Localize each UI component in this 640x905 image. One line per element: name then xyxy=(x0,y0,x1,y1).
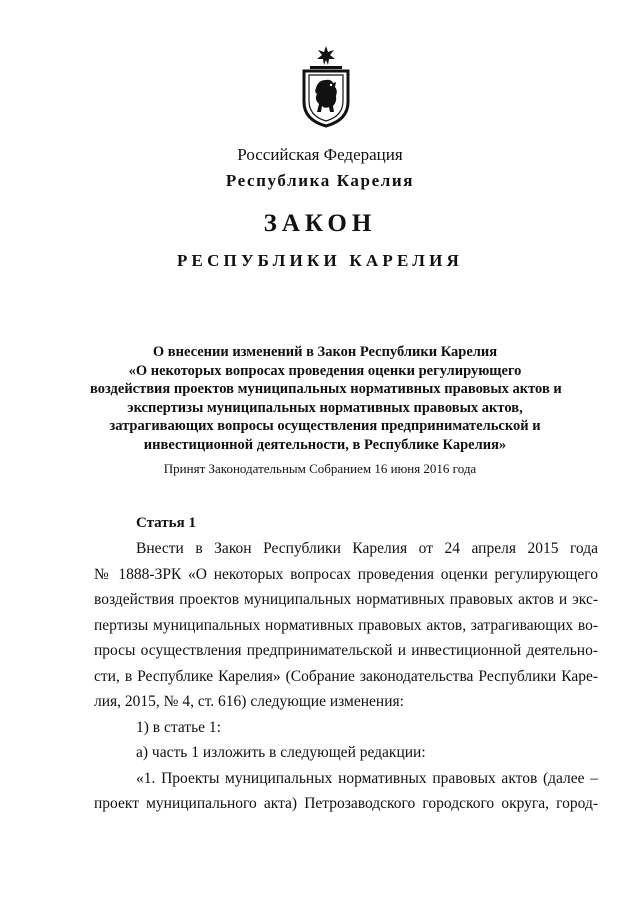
law-title xyxy=(90,343,560,454)
body-line: просы осуществления предпринимательской и инвестиционной деятельно- xyxy=(94,642,598,659)
adoption-note: Принят Законодательным Собранием 16 июня 2016 года xyxy=(163,461,477,476)
body-line: «1. Проекты муниципальных нормативных правовых актов (далее – xyxy=(136,769,598,787)
law-title-line: экспертизы муниципальных нормативных правовых актов, xyxy=(127,399,523,416)
body-line: 1) в статье 1: xyxy=(136,718,221,736)
karelia-coat-of-arms-icon xyxy=(300,44,352,128)
body-line: лия, 2015, № 4, ст. 616) следующие изменения: xyxy=(94,693,404,710)
law-title-line: инвестиционной деятельности, в Республике Карелия» xyxy=(143,436,507,453)
law-heading: ЗАКОН xyxy=(263,210,377,237)
law-subheading: РЕСПУБЛИКИ КАРЕЛИЯ xyxy=(176,251,464,270)
country-name: Российская Федерация xyxy=(237,145,403,164)
republic-name: Республика Карелия xyxy=(225,171,415,190)
law-title-line: О внесении изменений в Закон Республики Карелия xyxy=(152,344,498,360)
law-title-line: воздействия проектов муниципальных нормативных правовых актов и xyxy=(90,381,562,397)
body-line: сти, в Республике Карелия» (Собрание законодательства Республики Каре- xyxy=(94,667,598,685)
body-line: а) часть 1 изложить в следующей редакции: xyxy=(136,744,426,761)
article-body xyxy=(94,536,598,817)
body-line: Внести в Закон Республики Карелия от 24 апреля 2015 года xyxy=(136,540,598,557)
body-line: воздействия проектов муниципальных нормативных правовых актов и экс- xyxy=(94,591,598,608)
law-title-line: «О некоторых вопросах проведения оценки регулирующего xyxy=(128,362,522,379)
article-heading: Статья 1 xyxy=(136,515,196,531)
body-line: № 1888-ЗРК «О некоторых вопросах проведения оценки регулирующего xyxy=(94,565,598,583)
law-title-line: затрагивающих вопросы осуществления предпринимательской и xyxy=(109,418,541,434)
body-line: проект муниципального акта) Петрозаводского городского округа, город- xyxy=(94,795,598,812)
body-line: пертизы муниципальных нормативных правовых актов, затрагивающих во- xyxy=(94,616,598,634)
